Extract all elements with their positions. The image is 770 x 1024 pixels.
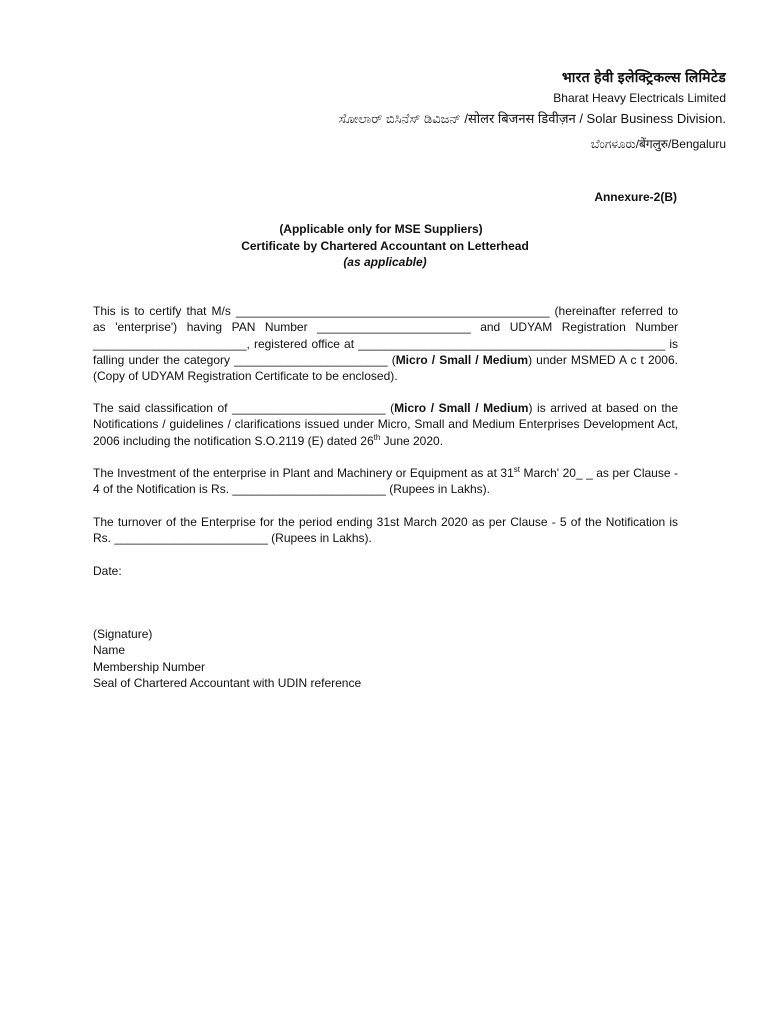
p3-superscript: st — [513, 465, 520, 474]
signature-block — [93, 626, 678, 691]
company-name-english: Bharat Heavy Electricals Limited — [553, 91, 726, 105]
paragraph-classification — [93, 400, 678, 449]
division-name: ಸೋಲಾರ್ ಬಿಸಿನೆಸ್ ಡಿವಿಜನ್ /सोलर बिजनस डिवीज़न / Solar Business Division. — [338, 111, 726, 126]
p2-text-a: The said classification of _______________________ ( — [93, 401, 395, 415]
p1-text-a: This is to certify that M/s _______________________________________________ (hereinafter referred to as 'enterprise') having PAN Number _______________________ and UDYAM Registration Number _______________________, registered office at ______________________________________________ is falling under the category _______________________ ( — [93, 304, 678, 367]
date-label: Date: — [93, 564, 122, 578]
seal-line: Seal of Chartered Accountant with UDIN reference — [93, 675, 362, 690]
p2-text-b: ) is arrived at based on the Notifications / guidelines / clarifications issued under Micro, Small and Medium Enterprises Development Act, 2006 including the notification S.O.2119 (E) dated 26 — [93, 401, 679, 448]
p2-superscript: th — [373, 432, 381, 442]
signature-line: (Signature) — [93, 627, 153, 641]
p3-text-a: The Investment of the enterprise in Plant and Machinery or Equipment as at 31 — [93, 466, 514, 480]
name-line: Name — [93, 643, 126, 658]
p4-text: The turnover of the Enterprise for the period ending 31st March 2020 as per Clause - 5 of the Notification is Rs. _______________________ (Rupees in Lakhs). — [93, 515, 678, 546]
p1-category-bold: Micro / Small / Medium — [395, 352, 529, 367]
membership-number-line: Membership Number — [93, 659, 206, 674]
title-certificate: Certificate by Chartered Accountant on Letterhead — [241, 239, 529, 253]
title-applicability: (Applicable only for MSE Suppliers) — [279, 222, 483, 236]
paragraph-investment — [93, 465, 678, 498]
p3-text-b: March' 20_ _ as per Clause - 4 of the Notification is Rs. _______________________ (Rupees in Lakhs). — [93, 466, 679, 497]
city-name: ಬೆಂಗಳೂರು/बेंगलुरु/Bengaluru — [590, 137, 726, 151]
annexure-label: Annexure-2(B) — [594, 190, 677, 204]
p1-text-b: ) under MSMED A c t 2006. (Copy of UDYAM Registration Certificate to be enclosed). — [93, 352, 678, 384]
title-as-applicable: (as applicable) — [343, 255, 427, 269]
company-name-hindi: भारत हेवी इलेक्ट्रिकल्स लिमिटेड — [561, 69, 726, 85]
p2-text-c: June 2020. — [380, 433, 444, 448]
p2-category-bold: Micro / Small / Medium — [394, 401, 529, 415]
paragraph-certification — [93, 303, 678, 384]
paragraph-turnover — [93, 514, 678, 547]
